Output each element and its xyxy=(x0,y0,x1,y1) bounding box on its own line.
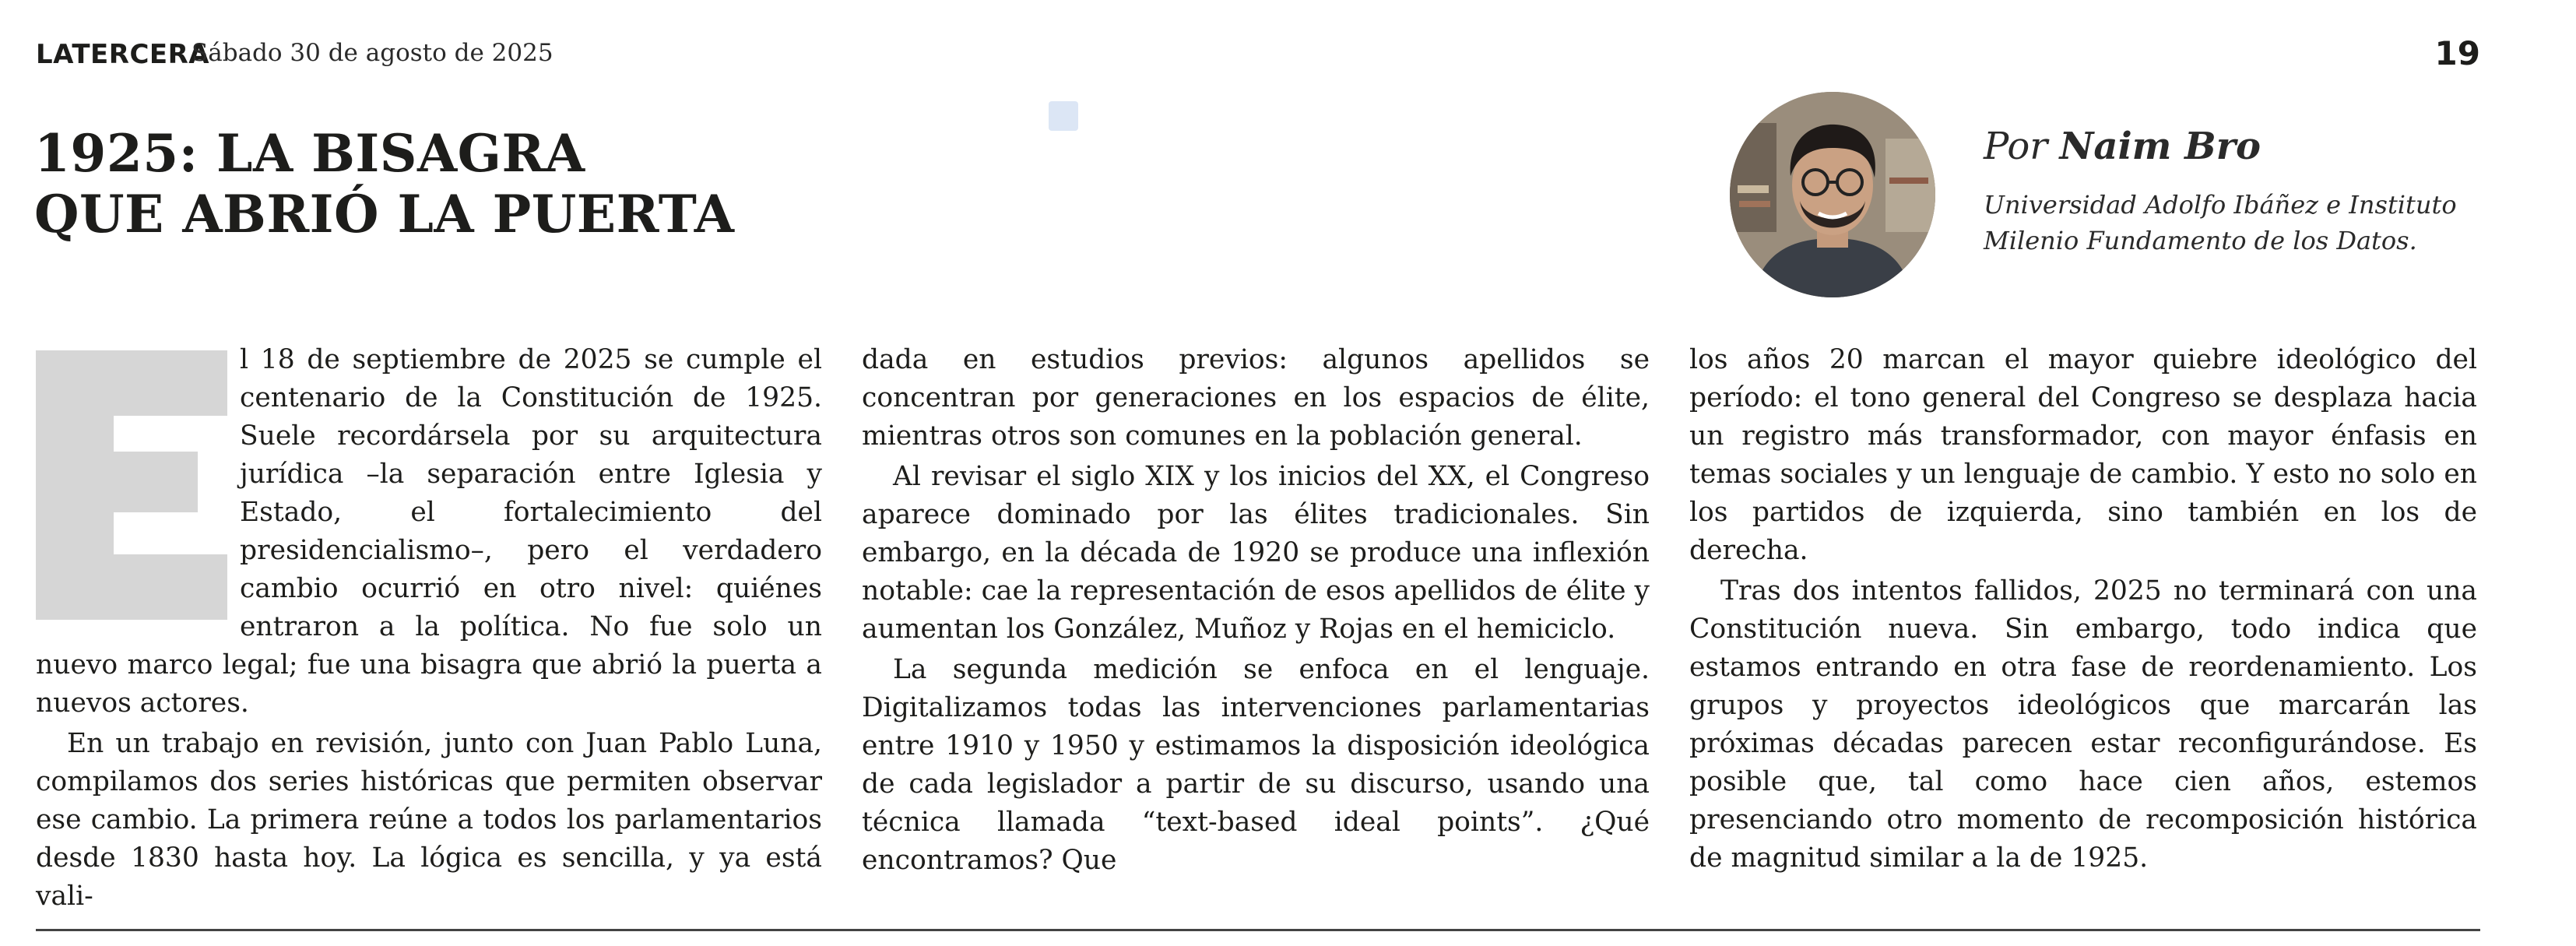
article-paragraph-4: La segunda medición se enfoca en el lenguaje. Digitalizamos todas las intervenciones parlamentarias entre 1910 y 1950 y estimamos la disposición ideológica de cada legislador a partir de su discurso, usando una técnica llamada “text-based ideal points”. ¿Qué encontramos? Que xyxy=(862,654,1650,876)
footer-divider xyxy=(36,929,2480,931)
author-photo xyxy=(1730,92,1935,297)
article-column-1 xyxy=(36,341,822,916)
article-column-3 xyxy=(1689,341,2477,877)
publication-date: Sábado 30 de agosto de 2025 xyxy=(192,39,554,67)
article-paragraph-3: Al revisar el siglo XIX y los inicios del XX, el Congreso aparece dominado por las élites tradicionales. Sin embargo, en la década de 1920 se produce una inflexión notable: cae la representación de esos apellidos de élite y aumentan los González, Muñoz y Rojas en el hemiciclo. xyxy=(862,461,1650,645)
article-paragraph-2-cont: dada en estudios previos: algunos apellidos se concentran por generaciones en los espacios de élite, mientras otros son comunes en la población general. xyxy=(862,344,1650,452)
article-column-2 xyxy=(862,341,1650,880)
newspaper-logo: LATERCERA xyxy=(36,39,210,70)
author-affiliation: Universidad Adolfo Ibáñez e Instituto Milenio Fundamento de los Datos. xyxy=(1984,190,2457,255)
article-paragraph-1: l 18 de septiembre de 2025 se cumple el centenario de la Constitución de 1925. Suele recordársela por su arquitectura jurídica –la separación entre Iglesia y Estado, el fortalecimiento del presidencialismo–, pero el verdadero cambio ocurrió en otro nivel: quiénes entraron a la política. No fue solo un nuevo marco legal; fue una bisagra que abrió la puerta a nuevos actores. xyxy=(36,344,822,719)
page-header xyxy=(36,34,2480,73)
byline-prefix: Por xyxy=(1984,125,2048,168)
article-paragraph-2: En un trabajo en revisión, junto con Juan Pablo Luna, compilamos dos series históricas que permiten observar ese cambio. La primera reúne a todos los parlamentarios desde 1830 hasta hoy. La lógica es sencilla, y ya está vali- xyxy=(36,728,822,912)
page-number: 19 xyxy=(2434,34,2480,72)
article-paragraph-5: Tras dos intentos fallidos, 2025 no terminará con una Constitución nueva. Sin embargo, todo indica que estamos entrando en otra fase de reordenamiento. Los grupos y proyectos ideológicos que marcarán las próximas décadas parecen estar reconfigurándose. Es posible que, tal como hace cien años, estemos presenciando otro momento de recomposición histórica de magnitud similar a la de 1925. xyxy=(1689,575,2477,874)
headline-line-2: QUE ABRIÓ LA PUERTA xyxy=(34,184,735,244)
author-portrait-icon xyxy=(1730,92,1935,297)
headline xyxy=(34,123,968,244)
article-paragraph-4-cont: los años 20 marcan el mayor quiebre ideológico del período: el tono general del Congreso se desplaza hacia un registro más transformador, con mayor énfasis en temas sociales y un lenguaje de cambio. Y esto no solo en los partidos de izquierda, sino también en los de derecha. xyxy=(1689,344,2477,566)
drop-cap xyxy=(36,350,227,620)
selection-marker-icon xyxy=(1049,101,1078,131)
author-name: Naim Bro xyxy=(2059,125,2261,168)
headline-line-1: 1925: LA BISAGRA xyxy=(34,123,585,184)
drop-cap-e-icon xyxy=(36,350,227,620)
byline xyxy=(1984,125,2261,168)
